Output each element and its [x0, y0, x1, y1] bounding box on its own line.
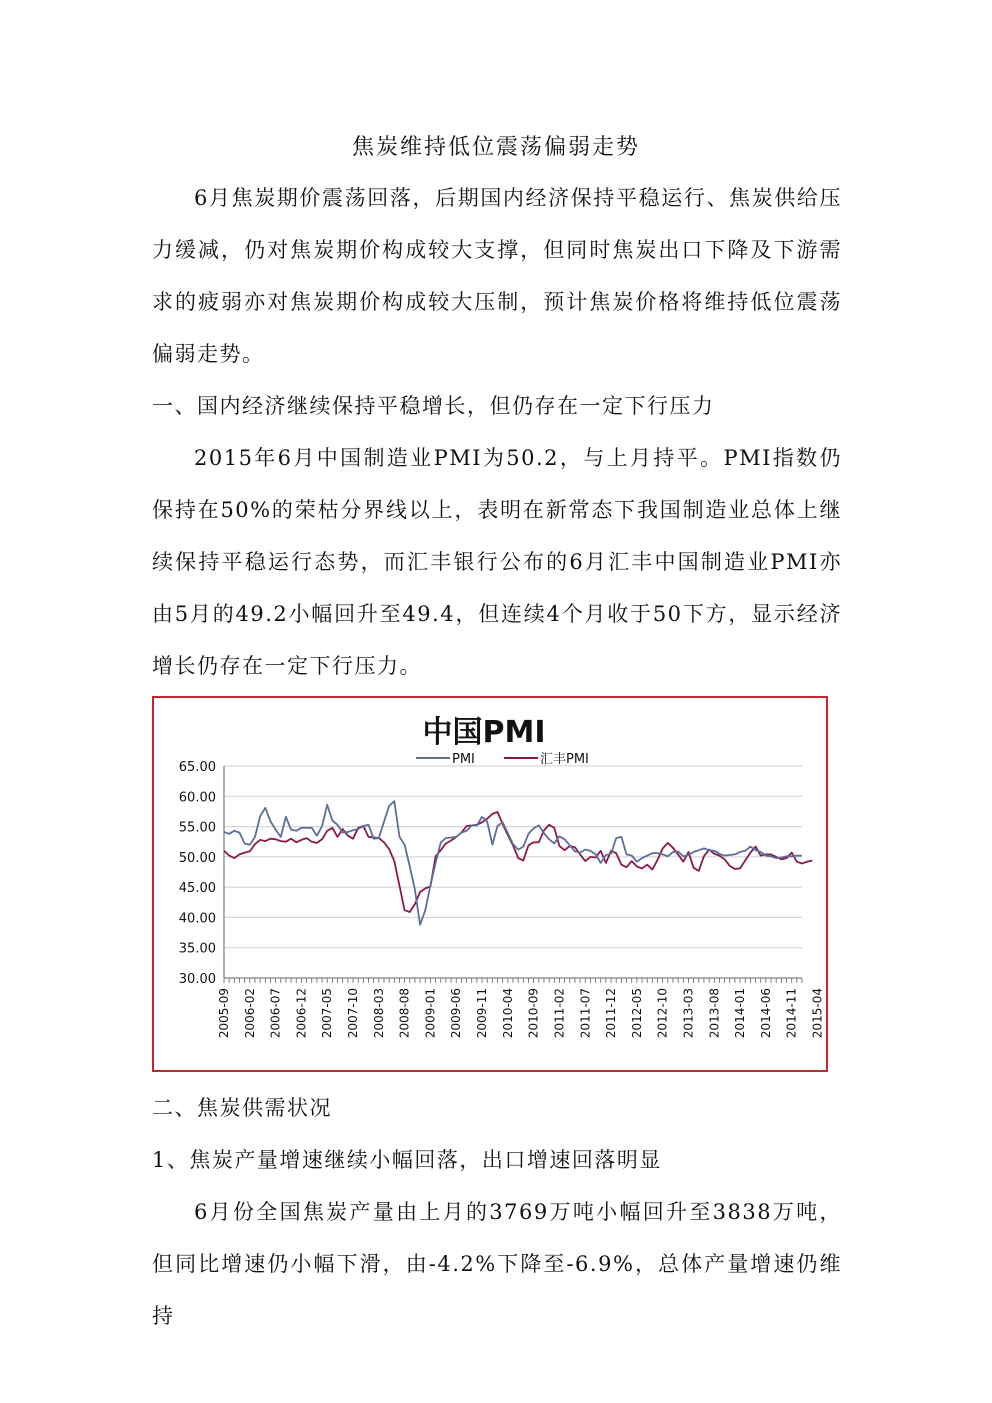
section-heading-economy: 一、国内经济继续保持平稳增长，但仍存在一定下行压力 — [152, 394, 715, 418]
x-tick-label: 2014-11 — [784, 988, 799, 1039]
x-tick-label: 2007-10 — [346, 988, 361, 1039]
document-title: 焦炭维持低位震荡偏弱走势 — [351, 135, 640, 160]
x-tick-label: 2006-12 — [294, 988, 309, 1039]
y-tick-label: 40.00 — [178, 911, 216, 927]
x-tick-label: 2008-03 — [371, 988, 386, 1039]
paragraph-output: 6月份全国焦炭产量由上月的3769万吨小幅回升至3838万吨，但同比增速仍小幅下滑，由-4.2%下降至-6.9%，总体产量增速仍维持 — [152, 1200, 842, 1328]
paragraph-intro: 6月焦炭期价震荡回落，后期国内经济保持平稳运行、焦炭供给压力缓减，仍对焦炭期价构成较大支撑，但同时焦炭出口下降及下游需求的疲弱亦对焦炭期价构成较大压制，预计焦炭价格将维持低位震荡偏弱走势。 — [152, 186, 842, 366]
y-tick-label: 65.00 — [178, 760, 216, 775]
x-tick-label: 2007-05 — [320, 988, 335, 1039]
x-tick-label: 2009-06 — [449, 988, 464, 1039]
y-tick-label: 60.00 — [178, 790, 216, 806]
y-tick-label: 35.00 — [178, 941, 216, 957]
x-tick-label: 2014-06 — [758, 988, 773, 1039]
x-tick-label: 2013-08 — [707, 988, 722, 1039]
pmi-chart — [152, 696, 828, 1072]
x-tick-label: 2013-03 — [681, 988, 696, 1039]
chart-title: 中国PMI — [422, 715, 546, 750]
legend-label-pmi: PMI — [452, 752, 475, 767]
x-tick-label: 2005-09 — [217, 988, 231, 1039]
y-tick-label: 55.00 — [178, 820, 216, 836]
y-tick-label: 45.00 — [178, 881, 216, 897]
subsection-heading-output: 1、焦炭产量增速继续小幅回落，出口增速回落明显 — [152, 1148, 662, 1172]
x-tick-label: 2006-02 — [242, 988, 257, 1039]
x-tick-label: 2008-08 — [397, 988, 412, 1039]
x-tick-label: 2010-04 — [500, 988, 515, 1039]
x-tick-label: 2015-04 — [810, 988, 825, 1039]
x-tick-label: 2014-01 — [733, 988, 748, 1039]
y-tick-label: 30.00 — [178, 972, 216, 987]
x-tick-label: 2012-05 — [629, 988, 644, 1039]
x-tick-label: 2011-07 — [578, 988, 593, 1039]
x-tick-label: 2011-12 — [604, 988, 619, 1039]
pmi-chart-svg — [154, 698, 826, 1070]
x-tick-label: 2009-01 — [423, 988, 438, 1039]
x-tick-label: 2012-10 — [655, 988, 670, 1039]
legend-label-hsbc-pmi: 汇丰PMI — [540, 752, 589, 767]
series-line-pmi — [224, 801, 802, 925]
section-heading-supply: 二、焦炭供需状况 — [152, 1096, 332, 1120]
paragraph-pmi: 2015年6月中国制造业PMI为50.2，与上月持平。PMI指数仍保持在50%的荣枯分界线以上，表明在新常态下我国制造业总体上继续保持平稳运行态势，而汇丰银行公布的6月汇丰中国制造业PMI亦由5月的49.2小幅回升至49.4，但连续4个月收于50下方，显示经济增长仍存在一定下行压力。 — [152, 446, 842, 678]
x-tick-label: 2010-09 — [526, 988, 541, 1039]
x-tick-label: 2009-11 — [475, 988, 490, 1039]
x-tick-label: 2011-02 — [552, 988, 567, 1039]
y-tick-label: 50.00 — [178, 850, 216, 866]
x-tick-label: 2006-07 — [268, 988, 283, 1039]
